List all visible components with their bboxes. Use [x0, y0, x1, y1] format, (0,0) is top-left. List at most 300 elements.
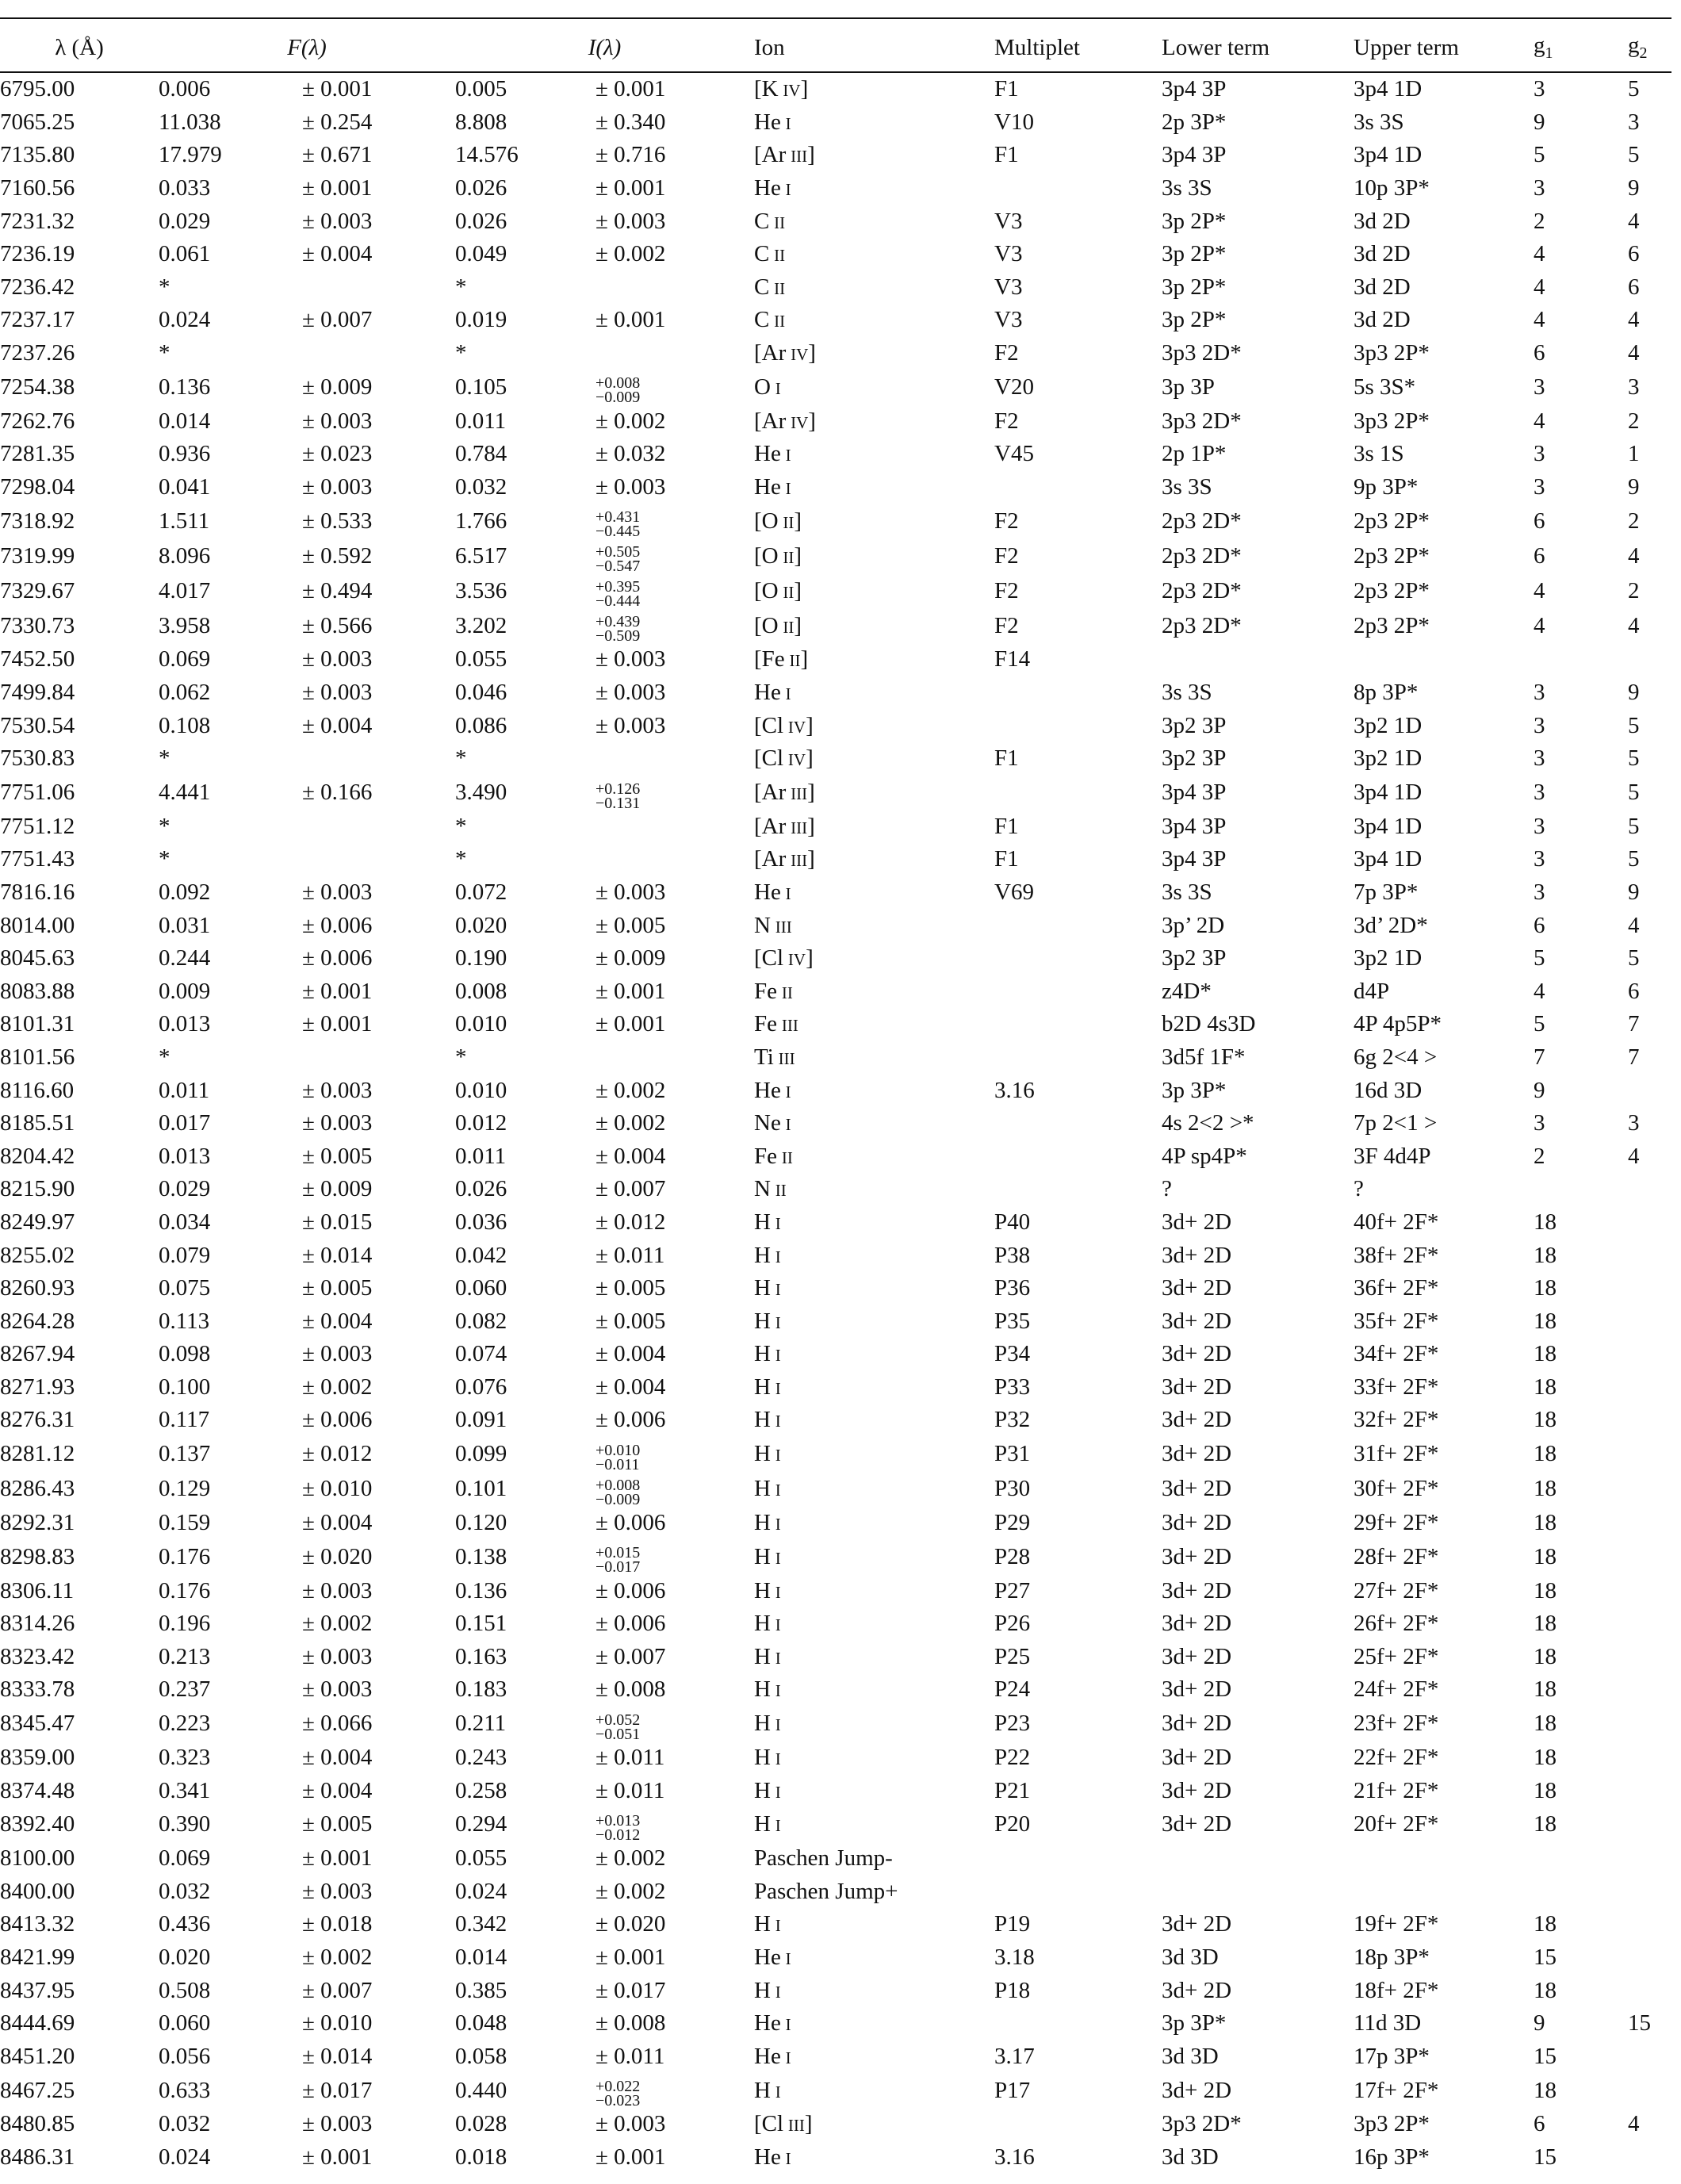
flux-error-cell: ± 0.003	[302, 646, 373, 672]
g2-cell: 4	[1628, 612, 1640, 638]
header-wavelength: λ (Å)	[55, 34, 104, 60]
wavelength-cell: 7318.92	[0, 508, 75, 534]
ion-stage: I	[775, 1782, 781, 1802]
flux-cell: 0.196	[159, 1611, 211, 1637]
flux-cell: 0.029	[159, 1176, 211, 1202]
table-row	[0, 1807, 1671, 1842]
g1-cell	[1534, 1876, 1628, 1909]
flux-cell: 11.038	[159, 109, 221, 135]
error-upper: +0.126	[595, 780, 641, 798]
error-lower: −0.017	[595, 1558, 641, 1577]
g2-cell: 2	[1628, 508, 1640, 534]
flux-error-cell: ± 0.003	[302, 473, 373, 500]
error-lower: −0.012	[595, 1826, 641, 1844]
lower-term-cell	[1162, 1876, 1354, 1909]
intensity-error-cell: ± 0.005	[595, 912, 666, 938]
flux-cell: 0.024	[159, 307, 211, 333]
table-row	[0, 304, 1671, 337]
table-row	[0, 1574, 1671, 1607]
flux-cell: 0.113	[159, 1308, 210, 1334]
upper-term-cell: 7p 3P*	[1354, 879, 1419, 905]
ion-stage: I	[775, 1378, 781, 1398]
multiplet-cell: F1	[994, 745, 1019, 772]
g1-cell: 5	[1534, 945, 1545, 971]
upper-term-cell: 25f+ 2F*	[1354, 1643, 1439, 1669]
wavelength-cell: 7751.12	[0, 813, 75, 839]
wavelength-cell: 7236.19	[0, 241, 75, 267]
intensity-cell: 0.026	[455, 208, 507, 234]
flux-cell: 0.013	[159, 1143, 211, 1169]
flux-cell: 0.237	[159, 1676, 211, 1703]
flux-cell: 0.014	[159, 408, 211, 434]
intensity-error-cell	[595, 1539, 754, 1577]
upper-term-cell: 7p 2<1 >	[1354, 1110, 1438, 1136]
ion-cell: N II	[754, 1176, 787, 1202]
asymmetric-error	[595, 2079, 640, 2108]
table-row	[0, 1539, 1671, 1574]
ion-cell: H I	[754, 1242, 781, 1268]
flux-cell: *	[159, 274, 170, 300]
flux-error-cell: ± 0.015	[302, 1209, 373, 1235]
g1-cell: 6	[1534, 508, 1545, 534]
flux-error-cell: ± 0.001	[302, 175, 373, 201]
multiplet-cell: P26	[994, 1611, 1031, 1637]
wavelength-cell: 7236.42	[0, 274, 75, 300]
g2-cell: 3	[1628, 374, 1640, 400]
ion-stage: I	[775, 378, 781, 398]
upper-term-cell: 16p 3P*	[1354, 2144, 1430, 2170]
multiplet-cell: 3.18	[994, 1945, 1035, 1971]
upper-term-cell: 4P 4p5P*	[1354, 1011, 1442, 1037]
g1-cell: 18	[1534, 1441, 1557, 1467]
intensity-cell: 0.440	[455, 2077, 507, 2103]
flux-error-cell: ± 0.001	[302, 2144, 373, 2170]
upper-term-cell: 6g 2<4 >	[1354, 1044, 1438, 1070]
wavelength-cell: 8185.51	[0, 1110, 75, 1136]
flux-cell: 0.323	[159, 1745, 211, 1771]
table-row	[0, 1908, 1671, 1941]
wavelength-cell: 8374.48	[0, 1777, 75, 1803]
g1-cell: 6	[1534, 2111, 1545, 2137]
g2-cell	[1628, 1641, 1671, 1674]
flux-error-cell: ± 0.006	[302, 945, 373, 971]
g2-cell	[1628, 1673, 1671, 1707]
ion-stage: I	[775, 1582, 781, 1602]
intensity-cell: 0.058	[455, 2043, 507, 2069]
intensity-cell: 0.018	[455, 2144, 507, 2170]
table-row	[0, 1074, 1671, 1107]
lower-term-cell: 3d5f 1F*	[1162, 1044, 1246, 1070]
multiplet-cell: F2	[994, 340, 1019, 366]
table-row	[0, 1239, 1671, 1272]
flux-error-cell: ± 0.003	[302, 1577, 373, 1604]
intensity-error-cell	[595, 2073, 754, 2108]
ion-cell: [O II]	[754, 508, 802, 534]
ion-stage: I	[775, 1446, 781, 1466]
flux-error-cell: ± 0.010	[302, 1476, 373, 1502]
g2-cell	[1628, 1607, 1671, 1641]
upper-term-cell: 27f+ 2F*	[1354, 1577, 1439, 1604]
multiplet-cell	[994, 2007, 1162, 2040]
flux-error-cell: ± 0.003	[302, 1110, 373, 1136]
g2-cell: 9	[1628, 680, 1640, 706]
table-row	[0, 643, 1671, 676]
g2-cell: 4	[1628, 542, 1640, 569]
table-row	[0, 1673, 1671, 1707]
upper-term-cell: 3p4 1D	[1354, 76, 1423, 102]
intensity-cell: 0.042	[455, 1242, 507, 1268]
ion-cell: H I	[754, 1510, 781, 1536]
ion-stage: I	[775, 1749, 781, 1769]
g2-cell: 5	[1628, 780, 1640, 805]
lower-term-cell: 3d+ 2D	[1162, 1911, 1232, 1937]
lower-term-cell: 3p4 3P	[1162, 76, 1227, 102]
ion-cell: [Ar IV]	[754, 408, 816, 434]
wavelength-cell: 7160.56	[0, 175, 75, 201]
g1-cell: 3	[1534, 175, 1545, 201]
flux-error-cell: ± 0.001	[302, 1011, 373, 1037]
intensity-cell: 0.086	[455, 712, 507, 738]
asymmetric-error	[595, 508, 641, 541]
flux-cell: 0.341	[159, 1777, 211, 1803]
lower-term-cell: 3p2 3P	[1162, 945, 1227, 971]
g2-cell	[1628, 1472, 1671, 1507]
intensity-cell: 0.048	[455, 2010, 507, 2036]
g2-cell	[1628, 1539, 1671, 1574]
intensity-error-cell: ± 0.002	[595, 1845, 666, 1872]
wavelength-cell: 7499.84	[0, 680, 75, 706]
wavelength-cell: 8255.02	[0, 1242, 75, 1268]
ion-stage: IV	[783, 81, 801, 101]
table-row	[0, 1842, 1671, 1876]
flux-error-cell: ± 0.066	[302, 1711, 373, 1737]
flux-cell: 0.013	[159, 1011, 211, 1037]
lower-term-cell: 3d 3D	[1162, 2144, 1219, 2170]
upper-term-cell: 3s 3S	[1354, 109, 1404, 135]
g1-cell: 6	[1534, 912, 1545, 938]
multiplet-cell: P36	[994, 1275, 1031, 1301]
intensity-error-cell: ± 0.011	[595, 2043, 665, 2069]
ion-cell: He I	[754, 175, 791, 201]
flux-cell: 0.029	[159, 208, 211, 234]
ion-stage: I	[775, 1715, 781, 1735]
multiplet-cell	[994, 1041, 1162, 1075]
intensity-error-cell: ± 0.002	[595, 1077, 666, 1103]
lower-term-cell: 3p3 2D*	[1162, 408, 1242, 434]
intensity-cell: 0.055	[455, 646, 507, 672]
ion-cell: [Fe II]	[754, 646, 809, 672]
ion-cell: [Cl III]	[754, 2111, 813, 2137]
g1-cell: 6	[1534, 542, 1545, 569]
intensity-cell: 0.046	[455, 680, 507, 706]
lower-term-cell: 3d+ 2D	[1162, 1811, 1232, 1837]
ion-stage: I	[775, 1916, 781, 1936]
g1-cell: 3	[1534, 712, 1545, 738]
wavelength-cell: 8333.78	[0, 1676, 75, 1703]
ion-stage: I	[785, 2048, 791, 2067]
g2-cell	[1628, 1741, 1671, 1775]
g1-cell: 9	[1534, 1077, 1545, 1103]
wavelength-cell: 8467.25	[0, 2077, 75, 2103]
flux-cell: 0.098	[159, 1341, 211, 1367]
ion-cell: H I	[754, 1543, 781, 1569]
intensity-error-cell: ± 0.032	[595, 441, 666, 467]
wavelength-cell: 8271.93	[0, 1374, 75, 1400]
wavelength-cell: 8281.12	[0, 1441, 75, 1467]
multiplet-cell: P23	[994, 1711, 1031, 1737]
ion-stage: III	[791, 818, 808, 837]
wavelength-cell: 7530.83	[0, 745, 75, 772]
g2-cell: 4	[1628, 2111, 1640, 2137]
ion-cell: [Ar III]	[754, 780, 815, 805]
intensity-cell: 0.026	[455, 1176, 507, 1202]
ion-stage: I	[785, 1115, 791, 1135]
upper-term-cell: 3d 2D	[1354, 208, 1411, 234]
lower-term-cell: 2p3 2D*	[1162, 577, 1242, 603]
lower-term-cell: 3p2 3P	[1162, 712, 1227, 738]
ion-cell: [Cl IV]	[754, 745, 814, 772]
multiplet-cell: F1	[994, 813, 1019, 839]
g1-cell: 18	[1534, 1242, 1557, 1268]
ion-cell: H I	[754, 1643, 781, 1669]
lower-term-cell: 3p 3P*	[1162, 1077, 1227, 1103]
ion-stage: I	[775, 1213, 781, 1233]
table-row	[0, 370, 1671, 404]
wavelength-cell: 8292.31	[0, 1510, 75, 1536]
wavelength-cell: 8400.00	[0, 1878, 75, 1904]
intensity-cell: *	[455, 846, 467, 872]
ion-stage: IV	[787, 750, 806, 770]
wavelength-cell: 8276.31	[0, 1407, 75, 1433]
upper-term-cell: 16d 3D	[1354, 1077, 1423, 1103]
wavelength-cell: 8204.42	[0, 1143, 75, 1169]
table-row	[0, 538, 1671, 573]
flux-error-cell: ± 0.010	[302, 2010, 373, 2036]
flux-error-cell: ± 0.001	[302, 1845, 373, 1872]
flux-error-cell: ± 0.002	[302, 1611, 373, 1637]
upper-term-cell: 3d 2D	[1354, 307, 1411, 333]
g2-cell: 5	[1628, 846, 1640, 872]
flux-error-cell	[302, 810, 455, 844]
multiplet-cell: F2	[994, 542, 1019, 569]
g2-cell	[1628, 1437, 1671, 1472]
table-row	[0, 1974, 1671, 2007]
wavelength-cell: 7262.76	[0, 408, 75, 434]
upper-term-cell: 23f+ 2F*	[1354, 1711, 1439, 1737]
intensity-error-cell: ± 0.001	[595, 1011, 666, 1037]
flux-error-cell: ± 0.533	[302, 508, 373, 534]
lower-term-cell: 3p 3P	[1162, 374, 1215, 400]
flux-cell: 0.032	[159, 2111, 211, 2137]
g2-cell: 5	[1628, 712, 1640, 738]
ion-stage: I	[785, 478, 791, 498]
flux-cell: 0.031	[159, 912, 211, 938]
multiplet-cell	[994, 2108, 1162, 2141]
error-upper: +0.439	[595, 613, 641, 631]
ion-cell: H I	[754, 1577, 781, 1604]
error-lower: −0.445	[595, 523, 641, 541]
intensity-error-cell: ± 0.020	[595, 1911, 666, 1937]
table-row	[0, 1173, 1671, 1206]
wavelength-cell: 7065.25	[0, 109, 75, 135]
asymmetric-error	[595, 1544, 641, 1577]
g1-cell: 3	[1534, 846, 1545, 872]
intensity-cell: *	[455, 1044, 467, 1070]
ion-cell: [Cl IV]	[754, 945, 814, 971]
ion-cell: H I	[754, 2077, 781, 2103]
lower-term-cell: 2p3 2D*	[1162, 508, 1242, 534]
wavelength-cell: 7135.80	[0, 142, 75, 168]
intensity-error-cell: ± 0.006	[595, 1407, 666, 1433]
table-row	[0, 975, 1671, 1008]
wavelength-cell: 7751.06	[0, 780, 75, 805]
g2-cell	[1628, 1876, 1671, 1909]
intensity-cell: 6.517	[455, 542, 507, 569]
ion-stage: IV	[791, 412, 809, 432]
multiplet-cell: 3.16	[994, 2144, 1035, 2170]
multiplet-cell: P29	[994, 1510, 1031, 1536]
multiplet-cell: F2	[994, 577, 1019, 603]
ion-stage: III	[781, 1016, 798, 1036]
table-row	[0, 68, 1671, 106]
g1-cell: 18	[1534, 1577, 1557, 1604]
ion-cell: H I	[754, 1711, 781, 1737]
intensity-error-cell: ± 0.002	[595, 1878, 666, 1904]
intensity-error-cell: ± 0.007	[595, 1643, 666, 1669]
multiplet-cell: F2	[994, 408, 1019, 434]
intensity-error-cell: ± 0.002	[595, 1110, 666, 1136]
intensity-error-cell: ± 0.006	[595, 1577, 666, 1604]
flux-cell: 0.033	[159, 175, 211, 201]
wavelength-cell: 7254.38	[0, 374, 75, 400]
wavelength-cell: 8359.00	[0, 1745, 75, 1771]
ion-stage: I	[775, 2082, 781, 2102]
header-ion: Ion	[754, 34, 785, 60]
table-row	[0, 1741, 1671, 1775]
table-row	[0, 438, 1671, 471]
multiplet-cell	[994, 1008, 1162, 1041]
ion-cell: N III	[754, 912, 792, 938]
flux-error-cell: ± 0.004	[302, 712, 373, 738]
ion-stage: I	[775, 1412, 781, 1431]
wavelength-cell: 8101.56	[0, 1044, 75, 1070]
g2-cell: 6	[1628, 274, 1640, 300]
multiplet-cell: P27	[994, 1577, 1031, 1604]
emission-line-table	[0, 27, 1671, 2174]
upper-term-cell: 11d 3D	[1354, 2010, 1422, 2036]
header-flux	[159, 27, 455, 68]
error-upper: +0.010	[595, 1441, 641, 1459]
wavelength-cell: 7751.43	[0, 846, 75, 872]
intensity-cell: 0.019	[455, 307, 507, 333]
table-row	[0, 1140, 1671, 1173]
table-row	[0, 1206, 1671, 1240]
flux-error-cell	[302, 337, 455, 370]
upper-term-cell: 3F 4d4P	[1354, 1143, 1431, 1169]
lower-term-cell: 3s 3S	[1162, 879, 1212, 905]
flux-error-cell: ± 0.012	[302, 1441, 373, 1467]
flux-error-cell: ± 0.003	[302, 879, 373, 905]
upper-term-cell: 29f+ 2F*	[1354, 1510, 1439, 1536]
table-row	[0, 2073, 1671, 2108]
lower-term-cell: 4P sp4P*	[1162, 1143, 1247, 1169]
error-upper: +0.505	[595, 543, 641, 561]
flux-cell: 0.034	[159, 1209, 211, 1235]
intensity-error-cell: ± 0.003	[595, 680, 666, 706]
table-row	[0, 1107, 1671, 1140]
wavelength-cell: 8314.26	[0, 1611, 75, 1637]
flux-cell: 0.009	[159, 978, 211, 1004]
intensity-error-cell: ± 0.003	[595, 208, 666, 234]
table-row	[0, 1272, 1671, 1305]
flux-cell: 0.024	[159, 2144, 211, 2170]
g2-cell	[1628, 1774, 1671, 1807]
ion-stage: I	[775, 1648, 781, 1668]
wavelength-cell: 8260.93	[0, 1275, 75, 1301]
lower-term-cell: 2p 1P*	[1162, 441, 1227, 467]
lower-term-cell: 3d+ 2D	[1162, 1441, 1232, 1467]
g2-cell	[1628, 1707, 1671, 1741]
ion-cell: H I	[754, 1811, 781, 1837]
upper-term-cell: 10p 3P*	[1354, 175, 1430, 201]
multiplet-cell: F2	[994, 508, 1019, 534]
ion-stage: I	[785, 2015, 791, 2035]
upper-term-cell: 34f+ 2F*	[1354, 1341, 1439, 1367]
flux-error-cell	[302, 1041, 455, 1075]
upper-term-cell: 18f+ 2F*	[1354, 1977, 1439, 2003]
table-row	[0, 709, 1671, 742]
wavelength-cell: 7329.67	[0, 577, 75, 603]
intensity-cell: *	[455, 274, 467, 300]
lower-term-cell	[1162, 1842, 1354, 1876]
g2-cell	[1628, 1305, 1671, 1338]
ion-stage: III	[775, 917, 792, 937]
error-lower: −0.444	[595, 592, 641, 611]
table-row	[0, 337, 1671, 370]
g1-cell	[1534, 1173, 1628, 1206]
flux-error-cell: ± 0.003	[302, 1341, 373, 1367]
lower-term-cell: 3d+ 2D	[1162, 1275, 1232, 1301]
lower-term-cell: 3p4 3P	[1162, 813, 1227, 839]
lower-term-cell: 3d+ 2D	[1162, 1745, 1232, 1771]
intensity-error-cell: ± 0.001	[595, 76, 666, 102]
header-row	[0, 27, 1671, 68]
ion-cell: He I	[754, 109, 791, 135]
lower-term-cell: 3s 3S	[1162, 175, 1212, 201]
wavelength-cell: 7816.16	[0, 879, 75, 905]
g2-cell	[1628, 1074, 1671, 1107]
multiplet-cell: P28	[994, 1543, 1031, 1569]
flux-cell: 0.056	[159, 2043, 211, 2069]
upper-term-cell: 28f+ 2F*	[1354, 1543, 1439, 1569]
upper-term-cell: 31f+ 2F*	[1354, 1441, 1439, 1467]
table-body	[0, 68, 1671, 2174]
flux-cell: 0.011	[159, 1077, 210, 1103]
g2-cell: 4	[1628, 340, 1640, 366]
intensity-error-cell	[595, 1437, 754, 1472]
intensity-error-cell: ± 0.003	[595, 879, 666, 905]
intensity-error-cell: ± 0.011	[595, 1242, 665, 1268]
intensity-cell: *	[455, 745, 467, 772]
flux-cell: 0.060	[159, 2010, 211, 2036]
intensity-cell: 0.243	[455, 1745, 507, 1771]
lower-term-cell: z4D*	[1162, 978, 1212, 1004]
ion-stage: II	[783, 547, 795, 567]
intensity-error-cell	[595, 776, 754, 810]
ion-stage: I	[775, 1346, 781, 1366]
g1-cell: 4	[1534, 978, 1545, 1004]
ion-cell: He I	[754, 1077, 791, 1103]
